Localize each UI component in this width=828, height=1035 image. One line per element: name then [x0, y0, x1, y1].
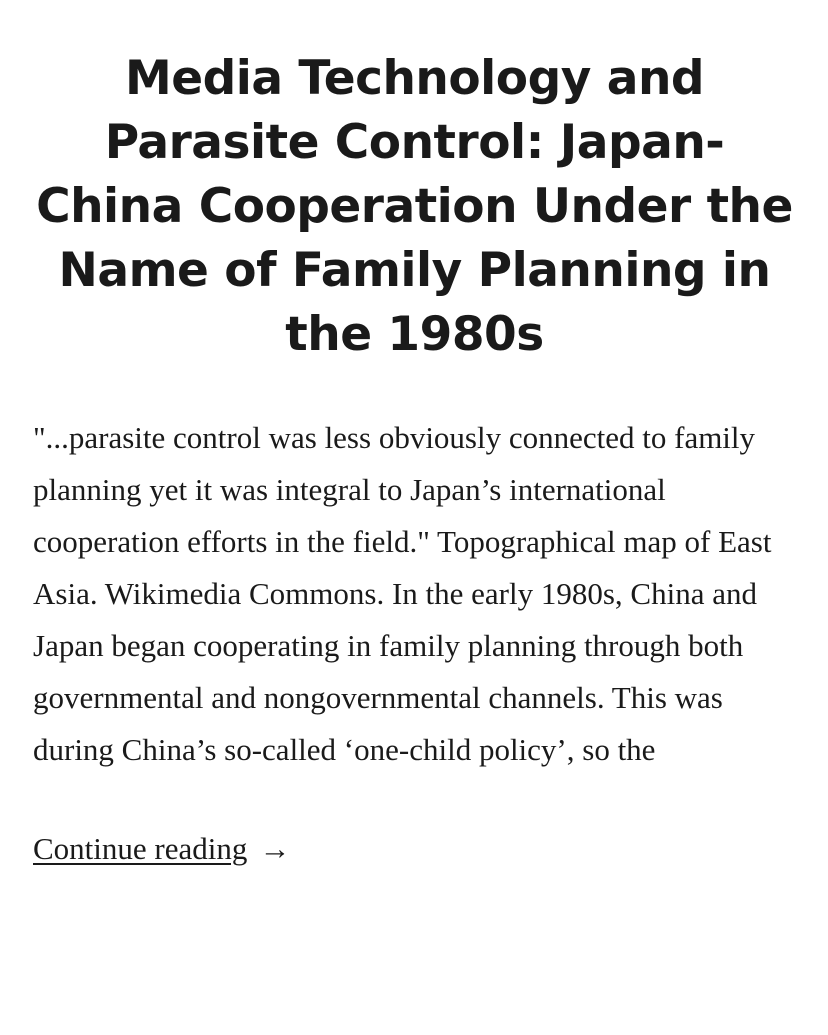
continue-reading-row	[33, 823, 796, 875]
right-arrow-icon[interactable]: →	[259, 831, 291, 866]
continue-reading-link[interactable]	[33, 831, 290, 866]
post-title: Media Technology and Parasite Control: Japan-China Cooperation Under the Name of Family Planning in the 1980s	[36, 51, 793, 362]
blog-post	[0, 47, 828, 875]
continue-reading-label[interactable]: Continue reading	[33, 831, 248, 866]
post-excerpt: "...parasite control was less obviously connected to family planning yet it was integral to Japan’s international cooperation efforts in the field." Topographical map of East Asia. Wikimedia Commons. In the early 1980s, China and Japan began cooperating in family planning through both governmental and nongovernmental channels. This was during China’s so-called ‘one-child policy’, so the	[33, 420, 772, 767]
